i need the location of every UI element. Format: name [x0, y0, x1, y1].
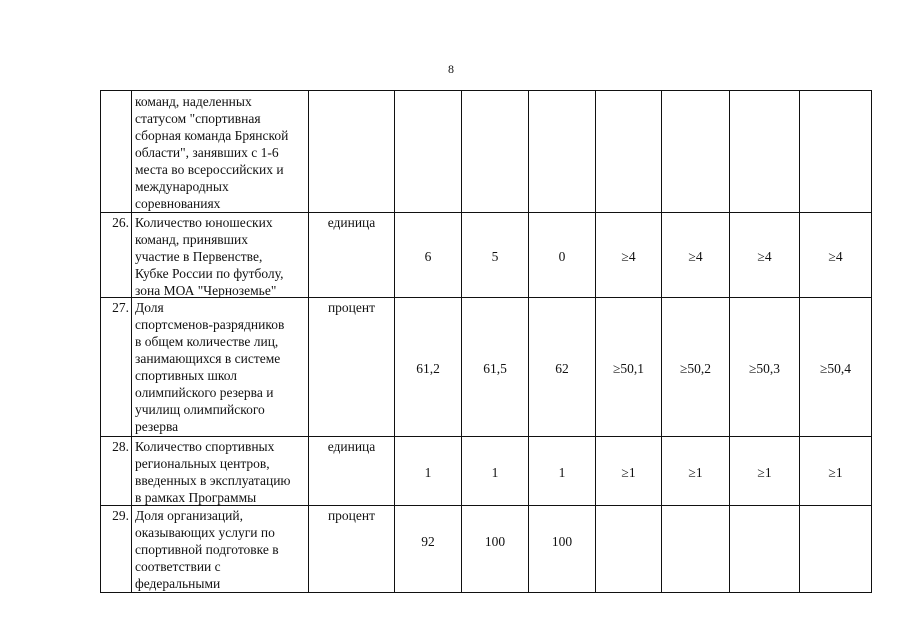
value-cell: ≥4	[621, 249, 636, 264]
row-divider	[100, 212, 872, 213]
row-number: 27.	[112, 300, 129, 315]
value-cell: ≥1	[828, 465, 843, 480]
value-cell: ≥50,1	[612, 361, 645, 376]
value-cell: 6	[424, 249, 432, 264]
value-cell: 1	[424, 465, 432, 480]
row-number: 26.	[112, 215, 129, 230]
col-divider	[595, 90, 596, 593]
indicator-name: команд, наделенных статусом "спортивная сборная команда Брянской области", занявших с 1-6 места во всероссийских и международных соревнованиях	[135, 94, 289, 211]
indicator-name: Доля спортсменов-разрядников в общем количестве лиц, занимающихся в системе спортивных школ олимпийского резерва и училищ олимпийского резерва	[135, 300, 285, 434]
unit: единица	[327, 439, 376, 454]
value-cell: ≥1	[621, 465, 636, 480]
value-cell: 100	[484, 534, 506, 549]
value-cell: ≥4	[828, 249, 843, 264]
value-cell: ≥1	[688, 465, 703, 480]
value-cell: 61,5	[483, 361, 507, 376]
indicator-name: Доля организаций, оказывающих услуги по спортивной подготовке в соответствии с федеральными	[135, 508, 279, 591]
value-cell: 5	[491, 249, 499, 264]
value-cell: 0	[558, 249, 566, 264]
col-divider	[461, 90, 462, 593]
row-divider	[100, 436, 872, 437]
indicator-name: Количество юношеских команд, принявших участие в Первенстве, Кубке России по футболу, зона МОА "Черноземье"	[135, 215, 284, 298]
indicator-name: Количество спортивных региональных центров, введенных в эксплуатацию в рамках Программы	[135, 439, 291, 505]
unit: процент	[327, 300, 376, 315]
indicators-table	[100, 90, 872, 593]
value-cell: ≥50,4	[819, 361, 852, 376]
row-number: 29.	[112, 508, 129, 523]
unit: единица	[327, 215, 376, 230]
col-divider	[661, 90, 662, 593]
col-divider	[799, 90, 800, 593]
unit: процент	[327, 508, 376, 523]
value-cell: ≥50,3	[748, 361, 781, 376]
col-divider	[528, 90, 529, 593]
value-cell: ≥1	[757, 465, 772, 480]
col-divider	[729, 90, 730, 593]
value-cell: ≥4	[688, 249, 703, 264]
value-cell: 62	[555, 361, 569, 376]
value-cell: 92	[421, 534, 435, 549]
page-number: 8	[448, 62, 454, 76]
col-divider	[394, 90, 395, 593]
value-cell: 61,2	[416, 361, 440, 376]
value-cell: ≥4	[757, 249, 772, 264]
row-number: 28.	[112, 439, 129, 454]
value-cell: ≥50,2	[679, 361, 712, 376]
value-cell: 1	[491, 465, 499, 480]
value-cell: 1	[558, 465, 566, 480]
value-cell: 100	[551, 534, 573, 549]
